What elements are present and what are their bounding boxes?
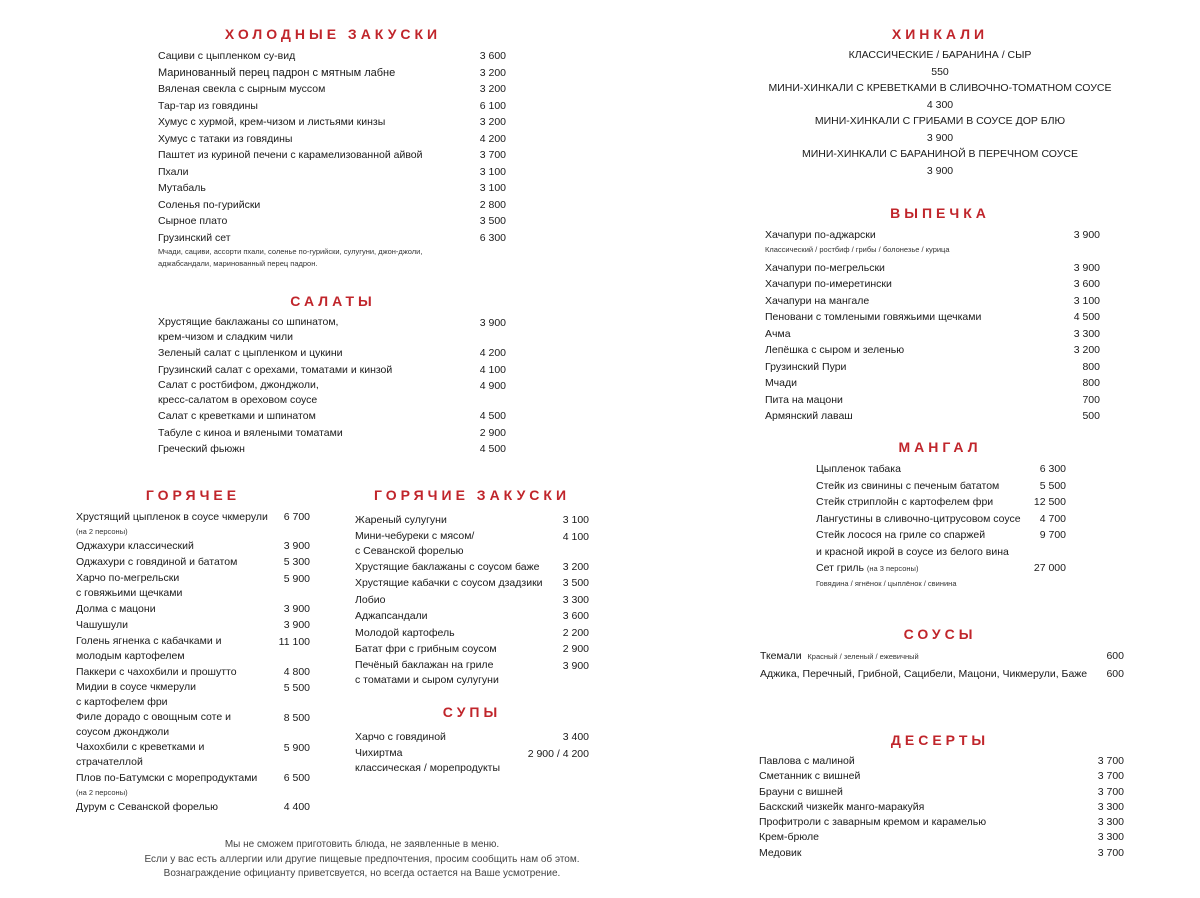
- item-price: 4 500: [479, 443, 506, 455]
- item-name: Долма с мацони: [76, 602, 156, 615]
- item-price: 3 900: [1073, 229, 1100, 241]
- hot-appetizers-list: [355, 512, 589, 688]
- item-name: Оджахури классический: [76, 539, 194, 552]
- menu-item: [759, 785, 1124, 800]
- menu-item: [158, 197, 506, 214]
- item-price: 3 200: [562, 560, 589, 573]
- cold-appetizers-title: ХОЛОДНЫЕ ЗАКУСКИ: [224, 26, 442, 42]
- item-name: Чихиртма: [355, 746, 403, 759]
- menu-item: [355, 608, 589, 625]
- menu-item: [765, 260, 1100, 277]
- item-price: 800: [1082, 377, 1100, 389]
- item-price: 27 000: [1033, 562, 1066, 574]
- item-price: 3 300: [1073, 327, 1100, 340]
- item-price: 3 700: [1097, 755, 1124, 767]
- item-price: 600: [1106, 667, 1124, 680]
- item-name: Хачапури по-имеретински: [765, 278, 892, 290]
- item-price: 5 300: [283, 556, 310, 568]
- menu-item: [740, 113, 1140, 146]
- menu-item: [158, 81, 506, 98]
- menu-item: [158, 408, 506, 425]
- item-price: 4 500: [1073, 311, 1100, 323]
- salads-list: [158, 315, 506, 458]
- item-price: 3 200: [479, 83, 506, 95]
- hot-appetizers-title: ГОРЯЧИЕ ЗАКУСКИ: [373, 487, 571, 503]
- item-name: Стейк стриплойн с картофелем фри: [816, 496, 994, 508]
- menu-item: [76, 571, 310, 601]
- item-name: Плов по-Батумски с морепродуктами: [76, 772, 258, 784]
- item-price: 2 200: [562, 626, 589, 639]
- menu-item: [816, 527, 1066, 560]
- item-serving-note: (на 2 персоны): [76, 526, 128, 536]
- item-price: 6 300: [1039, 463, 1066, 475]
- item-name: Хумус с хурмой, крем-чизом и листьями кинзы: [158, 116, 386, 128]
- menu-item: [158, 48, 506, 65]
- menu-item: [355, 575, 589, 592]
- item-name: Хачапури на мангале: [765, 294, 870, 307]
- item-name: МИНИ-ХИНКАЛИ С ГРИБАМИ В СОУСЕ ДОР БЛЮ: [814, 115, 1066, 127]
- menu-item: [765, 392, 1100, 409]
- menu-item: [355, 592, 589, 609]
- menu-item: [765, 408, 1100, 425]
- item-price: 800: [1082, 360, 1100, 373]
- item-name: Мчади: [765, 377, 797, 389]
- menu-item: [740, 146, 1140, 179]
- item-name: Чашушули: [76, 619, 128, 631]
- item-price: 4 900: [479, 380, 506, 392]
- item-price: 500: [1082, 410, 1100, 422]
- item-name: Аджапсандали: [355, 610, 428, 622]
- item-price: 6 300: [479, 231, 506, 244]
- item-price: 8 500: [283, 712, 310, 724]
- item-price: 3 900: [283, 619, 310, 631]
- menu-item: [765, 326, 1100, 343]
- item-name-cont: классическая / морепродукты: [355, 761, 501, 774]
- item-price: 3 300: [562, 593, 589, 606]
- item-name: Мидии в соусе чкмерули: [76, 681, 196, 693]
- menu-item: [158, 315, 506, 345]
- menu-item: [355, 658, 589, 688]
- item-name-cont: кресс-салатом в ореховом соусе: [158, 394, 318, 406]
- item-name: Павлова с малиной: [759, 755, 855, 767]
- item-price: 3 100: [562, 514, 589, 526]
- item-name: Пита на мацони: [765, 393, 843, 406]
- item-name-cont: соусом джонджоли: [76, 726, 170, 738]
- menu-item: [158, 180, 506, 197]
- item-price: 6 700: [283, 511, 310, 523]
- item-price: 3 200: [479, 66, 506, 79]
- item-name: Крем-брюле: [759, 831, 819, 844]
- item-name: МИНИ-ХИНКАЛИ С КРЕВЕТКАМИ В СЛИВОЧНО-ТОМАТНОМ СОУСЕ: [768, 82, 1112, 94]
- item-price: 5 900: [283, 742, 310, 754]
- menu-item: [76, 601, 310, 618]
- menu-item: [765, 309, 1100, 326]
- item-description: Говядина / ягнёнок / цыплёнок / свинина: [816, 578, 957, 588]
- item-name: Армянский лаваш: [765, 410, 853, 422]
- item-name: Чахохбили с креветками и: [76, 741, 205, 753]
- item-name: Мини-чебуреки с мясом/: [355, 529, 475, 542]
- item-name: Вяленая свекла с сырным муссом: [158, 83, 326, 95]
- menu-item: [765, 293, 1100, 310]
- item-name-cont: и красной икрой в соусе из белого вина: [816, 545, 1009, 558]
- item-name-cont: с картофелем фри: [76, 696, 168, 708]
- item-name: Брауни с вишней: [759, 785, 843, 798]
- item-price: 4 100: [479, 363, 506, 376]
- item-name: Табуле с киноа и вялеными томатами: [158, 426, 343, 439]
- grill-title: МАНГАЛ: [898, 439, 982, 455]
- item-price: 3 600: [1073, 278, 1100, 290]
- item-name: Харчо по-мегрельски: [76, 571, 180, 584]
- footer-line: Если у вас есть аллергии или другие пищевые предпочтения, просим сообщить нам об этом.: [144, 853, 580, 865]
- item-name: Аджика, Перечный, Грибной, Сацибели, Мацони, Чикмерули, Баже: [760, 667, 1088, 680]
- item-name: Цыпленок табака: [816, 463, 901, 475]
- menu-item: [816, 494, 1066, 511]
- menu-item: [816, 478, 1066, 495]
- item-name: Филе дорадо с овощным соте и: [76, 711, 231, 723]
- item-name-cont: страчателлой: [76, 756, 143, 768]
- menu-item: [760, 666, 1124, 683]
- menu-item: [158, 213, 506, 230]
- item-price: 3 300: [1097, 831, 1124, 844]
- menu-item: [158, 65, 506, 82]
- menu-item: [355, 625, 589, 642]
- item-price: 4 500: [479, 410, 506, 422]
- item-price: 3 100: [479, 182, 506, 194]
- item-name: Дурум с Севанской форелью: [76, 800, 219, 813]
- item-name: Мутабаль: [158, 182, 206, 194]
- menu-item: [158, 147, 506, 164]
- item-price: 3 700: [1097, 846, 1124, 859]
- item-name: Паштет из куриной печени с карамелизованной айвой: [158, 149, 423, 161]
- item-name: Медовик: [759, 846, 802, 859]
- item-price: 3 100: [1073, 294, 1100, 307]
- bakery-list: [765, 227, 1100, 425]
- item-name: Молодой картофель: [355, 626, 455, 639]
- item-name: Харчо с говядиной: [355, 731, 446, 743]
- menu-item: [76, 554, 310, 571]
- item-name: Лепёшка с сыром и зеленью: [765, 344, 905, 356]
- menu-item: [759, 815, 1124, 830]
- item-name: Хрустящий цыпленок в соусе чкмерули: [76, 511, 268, 523]
- item-name: Стейк лосося на гриле со спаржей: [816, 529, 986, 541]
- item-name: Хачапури по-мегрельски: [765, 261, 885, 274]
- sauces-title: СОУСЫ: [903, 626, 977, 642]
- item-description: Классический / ростбиф / грибы / болонезье / курица: [765, 244, 950, 254]
- item-name: Батат фри с грибным соусом: [355, 643, 497, 655]
- sauces-list: [760, 648, 1124, 682]
- menu-item: [158, 425, 506, 442]
- bakery-title: ВЫПЕЧКА: [890, 205, 990, 221]
- item-price: 3 300: [1097, 800, 1124, 813]
- hot-dishes-list: [76, 509, 310, 815]
- item-name: Хрустящие баклажаны со шпинатом,: [158, 316, 339, 328]
- item-price: 3 700: [1097, 770, 1124, 783]
- item-name: Пхали: [158, 165, 189, 178]
- menu-item: [816, 511, 1066, 528]
- menu-item: [740, 80, 1140, 113]
- item-name: Стейк из свинины с печеным бататом: [816, 479, 1000, 492]
- item-price: 3 900: [283, 539, 310, 552]
- item-price: 3 900: [926, 164, 954, 177]
- item-price: 4 100: [562, 530, 589, 543]
- menu-item: [765, 227, 1100, 256]
- menu-item: [158, 131, 506, 148]
- menu-item: [355, 529, 589, 559]
- khinkali-title: ХИНКАЛИ: [891, 26, 989, 42]
- menu-item: [765, 359, 1100, 376]
- item-name-cont: крем-чизом и сладким чили: [158, 331, 294, 343]
- item-name-cont: с Севанской форелью: [355, 544, 464, 557]
- menu-item: [765, 375, 1100, 392]
- item-price: 3 200: [479, 116, 506, 128]
- item-name: Соленья по-гурийски: [158, 198, 261, 211]
- item-options: Красный / зеленый / ежевичный: [807, 652, 919, 661]
- item-name: Паккери с чахохбили и прошутто: [76, 665, 237, 678]
- menu-item: [76, 710, 310, 740]
- footer-line: Мы не сможем приготовить блюда, не заявленные в меню.: [224, 839, 500, 850]
- item-name: Хрустящие кабачки с соусом дзадзики: [355, 577, 543, 589]
- menu-item: [76, 740, 310, 770]
- item-price: 3 900: [926, 131, 954, 144]
- menu-item: [76, 799, 310, 816]
- item-price: 3 700: [479, 149, 506, 161]
- item-price: 3 600: [562, 610, 589, 622]
- menu-item: [158, 378, 506, 408]
- item-price: 3 500: [479, 215, 506, 227]
- item-name: Сациви с цыпленком су-вид: [158, 50, 296, 62]
- menu-item: [158, 164, 506, 181]
- item-name: Грузинский сет: [158, 231, 231, 244]
- khinkali-list: [740, 47, 1140, 179]
- item-name: Грузинский салат с орехами, томатами и кинзой: [158, 363, 393, 376]
- menu-item: [158, 114, 506, 131]
- menu-item: [759, 754, 1124, 769]
- item-price: 600: [1106, 650, 1124, 662]
- item-price: 6 500: [283, 772, 310, 784]
- item-description: Мчади, сациви, ассорти пхали, соленье по-гурийски, сулугуни, джон-джоли,: [158, 247, 423, 256]
- soups-list: [355, 729, 589, 776]
- item-name: Хумус с татаки из говядины: [158, 132, 293, 145]
- item-name: [760, 648, 1124, 666]
- item-price: 550: [931, 65, 949, 78]
- item-price: 3 900: [562, 659, 589, 672]
- item-name: [816, 560, 1066, 578]
- item-name: Баскский чизкейк манго-маракуйя: [759, 800, 925, 813]
- hot-dishes-title: ГОРЯЧЕЕ: [145, 487, 241, 503]
- menu-item: [158, 362, 506, 379]
- menu-item: [76, 664, 310, 681]
- item-price: 5 900: [283, 572, 310, 585]
- item-price: 11 100: [278, 635, 310, 648]
- item-price: 2 900 / 4 200: [527, 747, 589, 760]
- item-serving-note: (на 2 персоны): [76, 787, 128, 797]
- item-price: 4 400: [283, 800, 310, 813]
- item-price: 3 300: [1097, 816, 1124, 829]
- item-name: Оджахури с говядиной и бататом: [76, 556, 238, 568]
- menu-item: [76, 680, 310, 710]
- menu-item: [76, 538, 310, 555]
- item-price: 5 500: [283, 682, 310, 694]
- item-name: МИНИ-ХИНКАЛИ С БАРАНИНОЙ В ПЕРЕЧНОМ СОУСЕ: [801, 148, 1078, 160]
- item-name: Салат с креветками и шпинатом: [158, 410, 316, 422]
- menu-item: [355, 729, 589, 746]
- menu-item: [355, 746, 589, 776]
- item-price: 4 700: [1039, 512, 1066, 525]
- menu-item: [158, 98, 506, 115]
- item-name: Сметанник с вишней: [759, 770, 861, 783]
- item-name-cont: с томатами и сыром сулугуни: [355, 673, 499, 686]
- desserts-title: ДЕСЕРТЫ: [890, 732, 990, 748]
- item-name: Ачма: [765, 327, 791, 340]
- menu-item: [760, 648, 1124, 666]
- menu-item: [765, 276, 1100, 293]
- item-price: 3 900: [283, 602, 310, 615]
- item-name: Зеленый салат с цыпленком и цукини: [158, 347, 343, 359]
- item-price: 2 800: [479, 198, 506, 211]
- item-name: Печёный баклажан на гриле: [355, 658, 494, 671]
- item-price: 5 500: [1039, 479, 1066, 492]
- menu-item: [816, 461, 1066, 478]
- item-price: 2 900: [479, 426, 506, 439]
- item-serving-note: (на 3 персоны): [866, 564, 919, 573]
- item-price: 3 400: [562, 731, 589, 743]
- menu-item: [759, 800, 1124, 815]
- item-name: Маринованный перец падрон с мятным лабне: [158, 66, 396, 79]
- menu-item: [355, 559, 589, 576]
- item-name: Голень ягненка с кабачками и: [76, 634, 222, 647]
- item-name: Профитроли с заварным кремом и карамелью: [759, 816, 987, 829]
- item-name: КЛАССИЧЕСКИЕ / БАРАНИНА / СЫР: [848, 49, 1032, 61]
- desserts-list: [759, 754, 1124, 861]
- menu-item: [355, 641, 589, 658]
- menu-item: [76, 617, 310, 634]
- item-name: Лобио: [355, 593, 386, 606]
- item-name: Хачапури по-аджарски: [765, 229, 876, 241]
- item-name: Жареный сулугуни: [355, 514, 447, 526]
- item-name: Хрустящие баклажаны с соусом баже: [355, 560, 540, 573]
- menu-item: [76, 770, 310, 799]
- menu-item: [765, 342, 1100, 359]
- item-name: Пеновани с томлеными говяжьими щечками: [765, 311, 982, 323]
- menu-item: [355, 512, 589, 529]
- item-name: Лангустины в сливочно-цитрусовом соусе: [816, 512, 1021, 525]
- item-price: 3 900: [479, 317, 506, 329]
- item-price: 3 600: [479, 50, 506, 62]
- menu-item: [76, 634, 310, 664]
- item-price: 4 800: [283, 665, 310, 678]
- menu-footer-note: [82, 838, 642, 882]
- menu-item: [759, 846, 1124, 861]
- item-price: 2 900: [562, 643, 589, 655]
- item-name: Сырное плато: [158, 215, 228, 227]
- menu-item: [816, 560, 1066, 590]
- menu-item: [740, 47, 1140, 80]
- item-price: 4 200: [479, 132, 506, 145]
- item-name: Греческий фьюжн: [158, 443, 245, 455]
- item-price: 6 100: [479, 99, 506, 112]
- menu-item: [759, 830, 1124, 845]
- item-name-cont: молодым картофелем: [76, 649, 185, 662]
- item-name: Грузинский Пури: [765, 360, 847, 373]
- item-price: 3 500: [562, 577, 589, 589]
- item-name-text: Сет гриль: [816, 562, 864, 574]
- item-price: 9 700: [1039, 529, 1066, 541]
- cold-appetizers-list: [158, 48, 506, 270]
- soups-title: СУПЫ: [442, 704, 502, 720]
- item-price: 700: [1082, 393, 1100, 406]
- item-price: 3 100: [479, 165, 506, 178]
- item-price: 3 900: [1073, 261, 1100, 274]
- item-name: Тар-тар из говядины: [158, 99, 258, 112]
- item-name-cont: с говяжьими щечками: [76, 586, 183, 599]
- menu-item: [158, 441, 506, 458]
- item-name-text: Ткемали: [760, 650, 802, 662]
- item-price: 12 500: [1033, 496, 1066, 508]
- menu-item: [76, 509, 310, 538]
- menu-item: [158, 345, 506, 362]
- grill-list: [816, 461, 1066, 590]
- item-description: аджабсандали, маринованный перец падрон.: [158, 259, 318, 268]
- menu-item: [759, 769, 1124, 784]
- menu-item: [158, 230, 506, 271]
- item-price: 4 300: [926, 98, 954, 111]
- item-price: 4 200: [479, 347, 506, 359]
- item-name: Салат с ростбифом, джонджоли,: [158, 379, 319, 391]
- item-price: 3 200: [1073, 344, 1100, 356]
- salads-title: САЛАТЫ: [290, 293, 376, 309]
- footer-line: Вознаграждение официанту приветсвуется, но всегда остается на Ваше усмотрение.: [163, 868, 561, 879]
- item-price: 3 700: [1097, 785, 1124, 798]
